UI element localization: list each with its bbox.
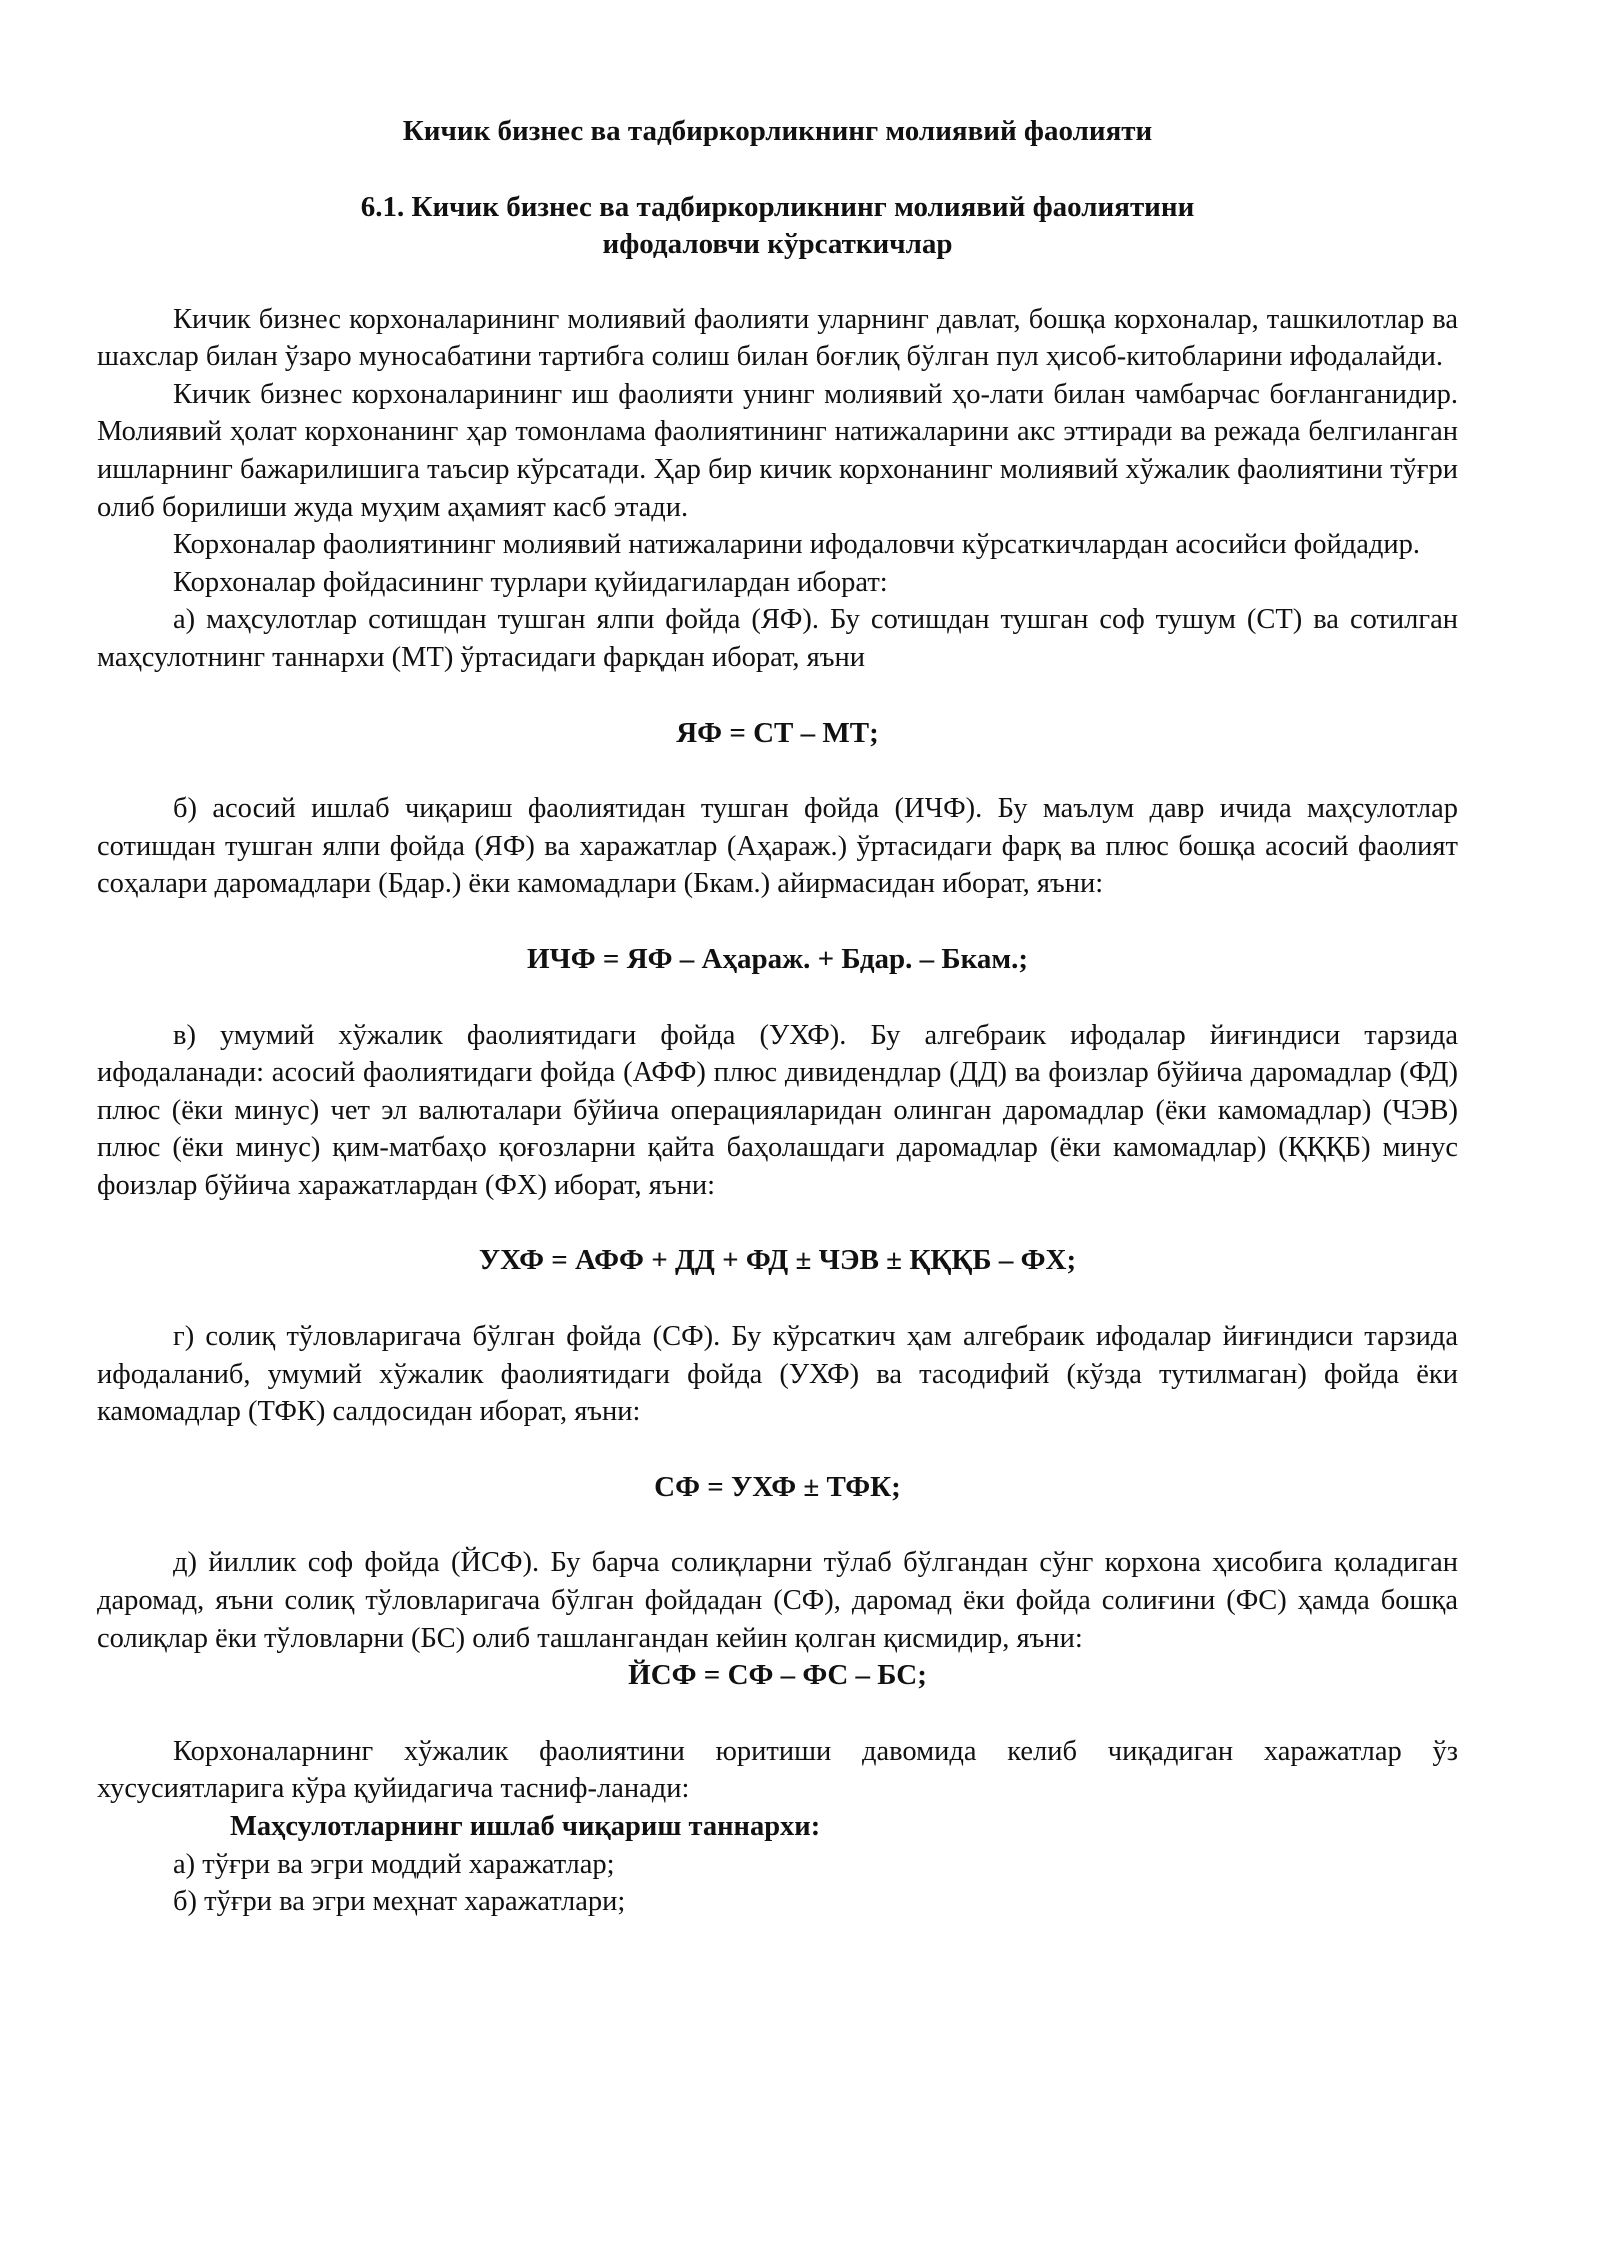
document-title: Кичик бизнес ва тадбиркорликнинг молиявий фаолияти xyxy=(402,115,1153,147)
paragraph-item-d: д) йиллик соф фойда (ЙСФ). Бу барча солиқларни тўлаб бўлгандан сўнг корхона ҳисобига қоладиган даромад, яъни солиқ тўловларигача бўлган фойдадан (СФ), даромад ёки фойда солиғини (ФС) ҳамда бошқа солиқлар ёки тўловларни (БС) олиб ташлангандан кейин қолган қисмидир, яъни: xyxy=(97,1547,1458,1654)
section-title-line-1: 6.1. Кичик бизнес ва тадбиркорликнинг молиявий фаолиятини xyxy=(360,190,1195,223)
section-title xyxy=(97,189,1458,263)
formula-general-profit: УХФ = АФФ + ДД + ФД ± ЧЭВ ± ҚҚҚБ – ФХ; xyxy=(478,1244,1077,1277)
formula-pretax-profit: СФ = УХФ ± ТФК; xyxy=(654,1470,901,1503)
formula-operating-profit: ИЧФ = ЯФ – Аҳараж. + Бдар. – Бкам.; xyxy=(526,942,1029,975)
document-page xyxy=(97,95,1458,1921)
paragraph-intro: Кичик бизнес корхоналарининг молиявий фаолияти уларнинг давлат, бошқа корхоналар, ташкилотлар ва шахслар билан ўзаро муносабатини тартибга солиш билан боғлиқ бўлган пул ҳисоб-китобларини ифодалайди. xyxy=(97,303,1458,373)
paragraph-financial-state: Кичик бизнес корхоналарининг иш фаолияти унинг молиявий ҳо-лати билан чамбарчас боғланганидир. Молиявий ҳолат корхонанинг ҳар томонлама фаолиятининг натижаларини акс эттиради ва режада белгиланган ишларнинг бажарилишига таъсир кўрсатади. Ҳар бир кичик корхонанинг молиявий хўжалик фаолиятини тўғри олиб борилиши жуда муҳим аҳамият касб этади. xyxy=(97,378,1458,523)
section-title-line-2: ифодаловчи кўрсаткичлар xyxy=(602,227,953,260)
list-item-material-costs: а) тўғри ва эгри моддий харажатлар; xyxy=(173,1848,615,1880)
paragraph-costs: Корхоналарнинг хўжалик фаолиятини юритиши давомида келиб чиқадиган харажатлар ўз хусусиятларига кўра қуйидагича тасниф-ланади: xyxy=(97,1735,1458,1805)
formula-gross-profit: ЯФ = СТ – МТ; xyxy=(676,716,879,749)
paragraph-profit-types: Корхоналар фойдасининг турлари қуйидагилардан иборат: xyxy=(173,566,888,598)
paragraph-item-b: б) асосий ишлаб чиқариш фаолиятидан тушган фойда (ИЧФ). Бу маълум давр ичида маҳсулотлар сотишдан тушган ялпи фойда (ЯФ) ва харажатлар (Аҳараж.) ўртасидаги фарқ ва плюс бошқа асосий фаолият соҳалари даромадлари (Бдар.) ёки камомадлари (Бкам.) айирмасидан иборат, яъни: xyxy=(97,793,1458,900)
list-item-labor-costs: б) тўғри ва эгри меҳнат харажатлари; xyxy=(173,1886,626,1918)
paragraph-item-a: а) маҳсулотлар сотишдан тушган ялпи фойда (ЯФ). Бу сотишдан тушган соф тушум (СТ) ва сотилган маҳсулотнинг таннархи (МТ) ўртасидаги фарқдан иборат, яъни xyxy=(97,604,1458,673)
paragraph-profit-main: Корхоналар фаолиятининг молиявий натижаларини ифодаловчи кўрсаткичлардан асосийси фойдадир. xyxy=(173,529,1421,561)
paragraph-item-g: г) солиқ тўловларигача бўлган фойда (СФ). Бу кўрсаткич ҳам алгебраик ифодалар йиғиндиси тарзида ифодаланиб, умумий хўжалик фаолиятидаги фойда (УХФ) ва тасодифий (кўзда тутилмаган) фойда ёки камомадлар (ТФК) салдосидан иборат, яъни: xyxy=(97,1321,1458,1428)
paragraph-item-v: в) умумий хўжалик фаолиятидаги фойда (УХФ). Бу алгебраик ифодалар йиғиндиси тарзида ифодаланади: асосий фаолиятидаги фойда (АФФ) плюс дивидендлар (ДД) ва фоизлар бўйича даромадлар (ФД) плюс (ёки минус) чет эл валюталари бўйича операцияларидан олинган даромадлар (ёки камомадлар) (ЧЭВ) плюс (ёки минус) қим-матбаҳо қоғозларни қайта баҳолашдаги даромадлар (ёки камомадлар) (ҚҚҚБ) минус фоизлар бўйича харажатлардан (ФХ) иборат, яъни: xyxy=(97,1019,1458,1201)
subheading-production-cost: Маҳсулотларнинг ишлаб чиқариш таннархи: xyxy=(230,1811,821,1842)
formula-net-profit: ЙСФ = СФ – ФС – БС; xyxy=(628,1659,927,1692)
